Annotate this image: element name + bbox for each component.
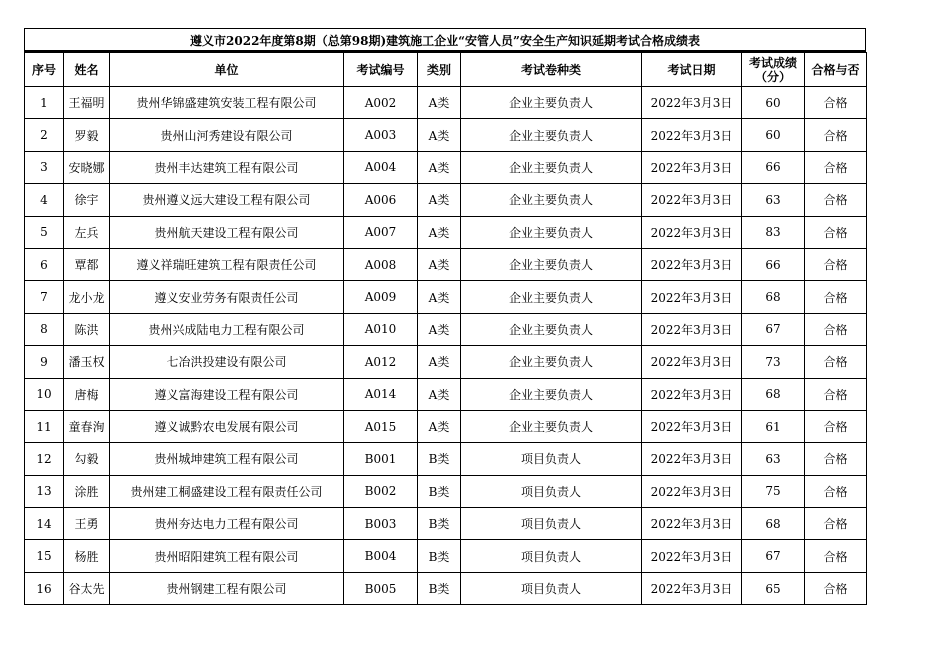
cell-unit: 贵州昭阳建筑工程有限公司 [110, 540, 344, 572]
cell-date: 2022年3月3日 [642, 87, 742, 119]
cell-unit: 遵义富海建设工程有限公司 [110, 378, 344, 410]
cell-category: A类 [418, 281, 461, 313]
cell-no: 7 [25, 281, 64, 313]
cell-paper-type: 项目负责人 [461, 572, 642, 604]
cell-category: B类 [418, 508, 461, 540]
cell-paper-type: 企业主要负责人 [461, 313, 642, 345]
cell-result: 合格 [805, 281, 867, 313]
cell-score: 75 [742, 475, 805, 507]
cell-no: 16 [25, 572, 64, 604]
cell-paper-type: 项目负责人 [461, 475, 642, 507]
cell-category: A类 [418, 184, 461, 216]
table-row [25, 151, 867, 183]
cell-paper-type: 项目负责人 [461, 540, 642, 572]
cell-unit: 贵州山河秀建设有限公司 [110, 119, 344, 151]
cell-result: 合格 [805, 540, 867, 572]
table-row [25, 410, 867, 442]
cell-result: 合格 [805, 87, 867, 119]
cell-code: A015 [344, 410, 418, 442]
cell-unit: 贵州钢建工程有限公司 [110, 572, 344, 604]
cell-no: 3 [25, 151, 64, 183]
cell-no: 13 [25, 475, 64, 507]
header-result: 合格与否 [805, 53, 867, 87]
cell-unit: 贵州华锦盛建筑安装工程有限公司 [110, 87, 344, 119]
cell-result: 合格 [805, 508, 867, 540]
table-row [25, 184, 867, 216]
cell-score: 73 [742, 346, 805, 378]
cell-no: 9 [25, 346, 64, 378]
table-row [25, 572, 867, 604]
cell-result: 合格 [805, 410, 867, 442]
cell-name: 安晓娜 [64, 151, 110, 183]
cell-result: 合格 [805, 346, 867, 378]
cell-name: 徐宇 [64, 184, 110, 216]
cell-result: 合格 [805, 248, 867, 280]
cell-code: A009 [344, 281, 418, 313]
cell-code: B002 [344, 475, 418, 507]
cell-code: A002 [344, 87, 418, 119]
table-row [25, 443, 867, 475]
cell-date: 2022年3月3日 [642, 378, 742, 410]
cell-no: 2 [25, 119, 64, 151]
cell-date: 2022年3月3日 [642, 540, 742, 572]
cell-category: B类 [418, 540, 461, 572]
cell-paper-type: 项目负责人 [461, 443, 642, 475]
table-row [25, 281, 867, 313]
table-row [25, 540, 867, 572]
cell-no: 11 [25, 410, 64, 442]
cell-no: 8 [25, 313, 64, 345]
cell-date: 2022年3月3日 [642, 410, 742, 442]
cell-unit: 贵州城坤建筑工程有限公司 [110, 443, 344, 475]
cell-result: 合格 [805, 184, 867, 216]
cell-paper-type: 企业主要负责人 [461, 378, 642, 410]
cell-no: 15 [25, 540, 64, 572]
cell-score: 61 [742, 410, 805, 442]
table-row [25, 346, 867, 378]
cell-paper-type: 企业主要负责人 [461, 151, 642, 183]
cell-paper-type: 企业主要负责人 [461, 281, 642, 313]
cell-category: B类 [418, 572, 461, 604]
header-code: 考试编号 [344, 53, 418, 87]
header-score: 考试成绩（分） [742, 53, 805, 87]
cell-code: A014 [344, 378, 418, 410]
cell-name: 勾毅 [64, 443, 110, 475]
cell-name: 潘玉权 [64, 346, 110, 378]
cell-name: 唐梅 [64, 378, 110, 410]
cell-unit: 贵州建工桐盛建设工程有限责任公司 [110, 475, 344, 507]
cell-paper-type: 企业主要负责人 [461, 87, 642, 119]
cell-date: 2022年3月3日 [642, 572, 742, 604]
table-row [25, 87, 867, 119]
table-row [25, 508, 867, 540]
header-unit: 单位 [110, 53, 344, 87]
cell-name: 王勇 [64, 508, 110, 540]
cell-category: A类 [418, 216, 461, 248]
cell-unit: 贵州兴成陆电力工程有限公司 [110, 313, 344, 345]
cell-name: 王福明 [64, 87, 110, 119]
cell-code: B004 [344, 540, 418, 572]
cell-name: 龙小龙 [64, 281, 110, 313]
cell-paper-type: 企业主要负责人 [461, 410, 642, 442]
cell-score: 67 [742, 540, 805, 572]
table-row [25, 378, 867, 410]
cell-category: B类 [418, 443, 461, 475]
cell-paper-type: 企业主要负责人 [461, 248, 642, 280]
sheet-title: 遵义市2022年度第8期（总第98期)建筑施工企业“安管人员”安全生产知识延期考试合格成绩表 [24, 28, 866, 52]
cell-result: 合格 [805, 151, 867, 183]
cell-score: 83 [742, 216, 805, 248]
cell-category: A类 [418, 313, 461, 345]
cell-code: B003 [344, 508, 418, 540]
cell-code: B005 [344, 572, 418, 604]
cell-date: 2022年3月3日 [642, 443, 742, 475]
header-row [25, 53, 867, 87]
results-sheet [24, 28, 866, 605]
cell-score: 67 [742, 313, 805, 345]
cell-no: 5 [25, 216, 64, 248]
cell-name: 杨胜 [64, 540, 110, 572]
cell-unit: 贵州遵义远大建设工程有限公司 [110, 184, 344, 216]
cell-category: A类 [418, 151, 461, 183]
cell-date: 2022年3月3日 [642, 216, 742, 248]
cell-score: 60 [742, 87, 805, 119]
cell-result: 合格 [805, 378, 867, 410]
cell-name: 陈洪 [64, 313, 110, 345]
cell-name: 谷太先 [64, 572, 110, 604]
cell-category: A类 [418, 87, 461, 119]
header-date: 考试日期 [642, 53, 742, 87]
cell-date: 2022年3月3日 [642, 313, 742, 345]
cell-score: 68 [742, 281, 805, 313]
cell-score: 60 [742, 119, 805, 151]
cell-score: 63 [742, 443, 805, 475]
cell-result: 合格 [805, 572, 867, 604]
cell-no: 1 [25, 87, 64, 119]
cell-unit: 遵义诚黔农电发展有限公司 [110, 410, 344, 442]
cell-code: A012 [344, 346, 418, 378]
header-paper-type: 考试卷种类 [461, 53, 642, 87]
cell-date: 2022年3月3日 [642, 475, 742, 507]
cell-result: 合格 [805, 216, 867, 248]
cell-code: A004 [344, 151, 418, 183]
header-no: 序号 [25, 53, 64, 87]
cell-date: 2022年3月3日 [642, 281, 742, 313]
cell-score: 68 [742, 508, 805, 540]
cell-no: 6 [25, 248, 64, 280]
cell-category: A类 [418, 248, 461, 280]
header-name: 姓名 [64, 53, 110, 87]
cell-unit: 贵州航天建设工程有限公司 [110, 216, 344, 248]
cell-unit: 七冶洪投建设有限公司 [110, 346, 344, 378]
table-row [25, 216, 867, 248]
cell-code: A010 [344, 313, 418, 345]
table-row [25, 313, 867, 345]
cell-unit: 贵州夯达电力工程有限公司 [110, 508, 344, 540]
cell-paper-type: 项目负责人 [461, 508, 642, 540]
cell-code: A007 [344, 216, 418, 248]
cell-date: 2022年3月3日 [642, 346, 742, 378]
header-category: 类别 [418, 53, 461, 87]
cell-unit: 贵州丰达建筑工程有限公司 [110, 151, 344, 183]
cell-date: 2022年3月3日 [642, 151, 742, 183]
cell-category: B类 [418, 475, 461, 507]
cell-paper-type: 企业主要负责人 [461, 346, 642, 378]
cell-result: 合格 [805, 119, 867, 151]
cell-name: 覃都 [64, 248, 110, 280]
table-row [25, 475, 867, 507]
cell-score: 66 [742, 248, 805, 280]
table-row [25, 119, 867, 151]
cell-paper-type: 企业主要负责人 [461, 216, 642, 248]
cell-unit: 遵义安业劳务有限责任公司 [110, 281, 344, 313]
cell-score: 63 [742, 184, 805, 216]
cell-result: 合格 [805, 313, 867, 345]
cell-unit: 遵义祥瑞旺建筑工程有限责任公司 [110, 248, 344, 280]
cell-score: 68 [742, 378, 805, 410]
cell-date: 2022年3月3日 [642, 508, 742, 540]
cell-category: A类 [418, 410, 461, 442]
cell-code: B001 [344, 443, 418, 475]
cell-name: 涂胜 [64, 475, 110, 507]
cell-no: 14 [25, 508, 64, 540]
cell-no: 12 [25, 443, 64, 475]
cell-result: 合格 [805, 443, 867, 475]
cell-code: A008 [344, 248, 418, 280]
cell-category: A类 [418, 119, 461, 151]
cell-paper-type: 企业主要负责人 [461, 184, 642, 216]
cell-date: 2022年3月3日 [642, 184, 742, 216]
cell-paper-type: 企业主要负责人 [461, 119, 642, 151]
cell-no: 4 [25, 184, 64, 216]
cell-name: 童春洵 [64, 410, 110, 442]
cell-score: 65 [742, 572, 805, 604]
cell-no: 10 [25, 378, 64, 410]
cell-name: 左兵 [64, 216, 110, 248]
cell-date: 2022年3月3日 [642, 248, 742, 280]
cell-name: 罗毅 [64, 119, 110, 151]
cell-category: A类 [418, 378, 461, 410]
cell-category: A类 [418, 346, 461, 378]
table-row [25, 248, 867, 280]
cell-result: 合格 [805, 475, 867, 507]
cell-date: 2022年3月3日 [642, 119, 742, 151]
cell-score: 66 [742, 151, 805, 183]
cell-code: A006 [344, 184, 418, 216]
cell-code: A003 [344, 119, 418, 151]
results-table [24, 52, 867, 605]
